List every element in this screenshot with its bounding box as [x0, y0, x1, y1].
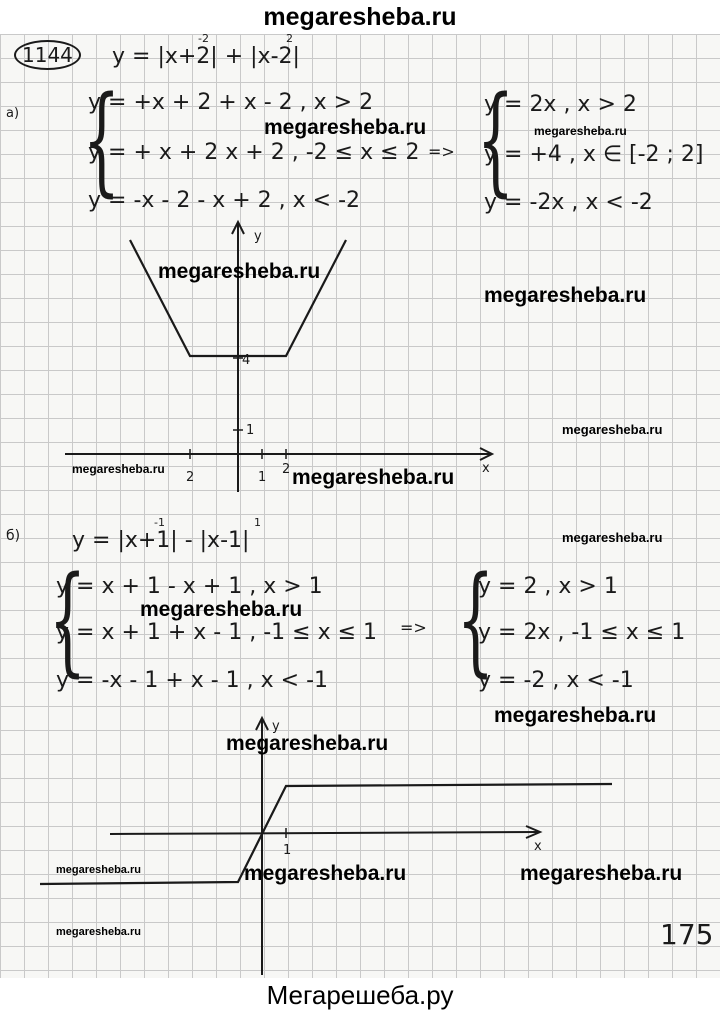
system-a-line-2: y = + x + 2 x + 2 , -2 ≤ x ≤ 2 — [88, 140, 420, 165]
graph-a-tick-label-y1: 1 — [246, 423, 255, 438]
system-brace-b: { — [48, 550, 87, 688]
watermark: megaresheba.ru — [562, 530, 663, 545]
watermark: megaresheba.ru — [56, 864, 141, 876]
watermark: megaresheba.ru — [226, 732, 389, 755]
equation-a-sup-right: 2 — [286, 32, 293, 45]
watermark: megaresheba.ru — [534, 124, 627, 138]
graph-a-x-label: x — [482, 461, 490, 476]
system-b-line-3: y = -x - 1 + x - 1 , x < -1 — [56, 668, 329, 693]
graph-a-tick-label-y4: 4 — [242, 353, 251, 368]
system-a-line-3: y = -x - 2 - x + 2 , x < -2 — [88, 188, 361, 213]
watermark: megaresheba.ru — [494, 704, 657, 727]
system-b-line-1: y = x + 1 - x + 1 , x > 1 — [56, 574, 323, 599]
result-brace-a: { — [476, 70, 515, 208]
result-b-line-3: y = -2 , x < -1 — [478, 668, 634, 693]
watermark: megaresheba.ru — [292, 466, 455, 489]
result-a-line-1: y = 2x , x > 2 — [484, 92, 637, 117]
page-mark: 175 — [660, 918, 714, 951]
problem-number: 1144 — [14, 40, 81, 70]
watermark: megaresheba.ru — [484, 284, 647, 307]
watermark: megaresheba.ru — [140, 598, 303, 621]
equation-b: y = |x+1| - |x-1| — [72, 528, 250, 553]
implies-arrow-a: => — [428, 142, 455, 161]
watermark: megaresheba.ru — [562, 422, 663, 437]
watermark: megaresheba.ru — [520, 862, 683, 885]
graph-b-x-axis — [110, 832, 540, 834]
part-b-letter: б) — [6, 528, 21, 544]
graph-b-x-label: x — [534, 839, 542, 854]
watermark: megaresheba.ru — [158, 260, 321, 283]
equation-a: y = |x+2| + |x-2| — [112, 44, 300, 69]
result-a-line-3: y = -2x , x < -2 — [484, 190, 653, 215]
equation-a-sup-left: -2 — [198, 32, 209, 45]
result-a-line-2: y = +4 , x ∈ [-2 ; 2] — [484, 142, 704, 167]
system-b-line-2: y = x + 1 + x - 1 , -1 ≤ x ≤ 1 — [56, 620, 378, 645]
system-brace-a: { — [82, 70, 121, 208]
result-b-line-1: y = 2 , x > 1 — [478, 574, 618, 599]
watermark: megaresheba.ru — [72, 462, 165, 476]
system-a-line-1: y = +x + 2 + x - 2 , x > 2 — [88, 90, 374, 115]
watermark: megaresheba.ru — [56, 926, 141, 938]
graph-a-tick-label-1: 1 — [258, 470, 267, 485]
site-header: megaresheba.ru — [263, 3, 457, 31]
graph-a-tick-label-2: 2 — [282, 462, 291, 477]
graph-b-tick-label-1: 1 — [283, 843, 292, 858]
result-b-line-2: y = 2x , -1 ≤ x ≤ 1 — [478, 620, 686, 645]
part-a-letter: а) — [6, 106, 20, 121]
watermark: megaresheba.ru — [244, 862, 407, 885]
site-footer: Мегарешеба.ру — [266, 980, 454, 1010]
equation-b-sup-left: -1 — [154, 516, 165, 529]
graph-a-tick-label-minus2: 2 — [186, 470, 195, 485]
equation-b-sup-right: 1 — [254, 516, 261, 529]
watermark: megaresheba.ru — [264, 116, 427, 139]
result-brace-b: { — [456, 550, 495, 688]
graph-a-y-label: y — [254, 229, 262, 244]
graph-b-y-label: y — [272, 719, 280, 734]
implies-arrow-b: => — [400, 618, 427, 637]
